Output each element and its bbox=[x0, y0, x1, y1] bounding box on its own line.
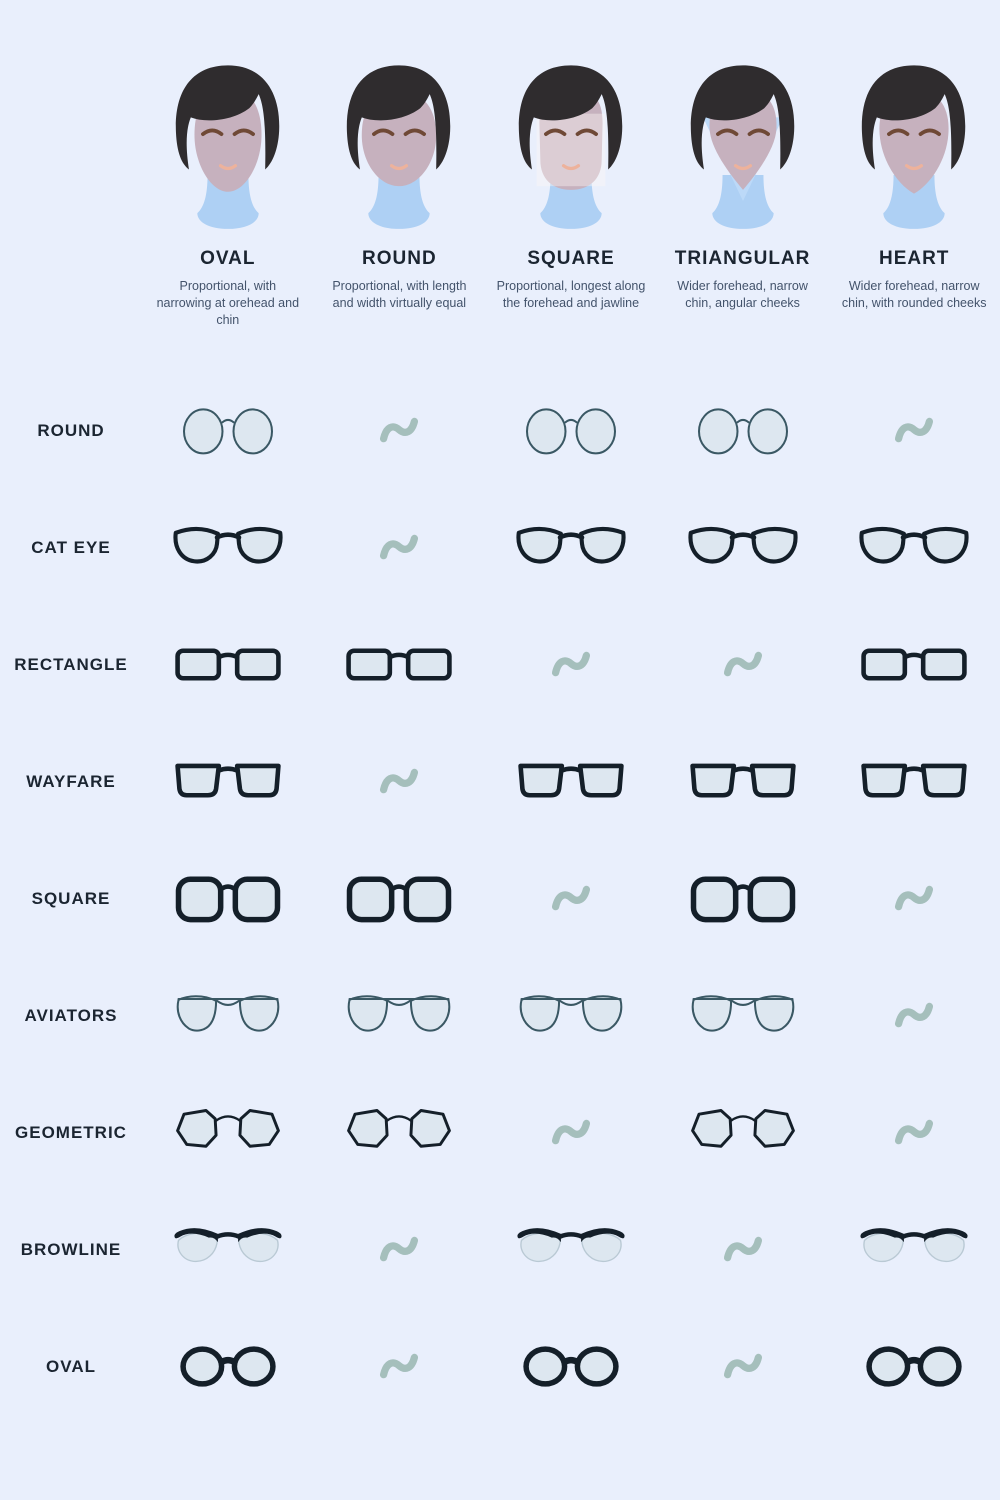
cell-geometric-heart bbox=[894, 1118, 934, 1147]
cell-geometric-square bbox=[551, 1118, 591, 1147]
face-shape-name: TRIANGULAR bbox=[674, 248, 811, 269]
wayfare-glasses-icon bbox=[859, 754, 969, 809]
cell-aviators-oval bbox=[173, 988, 283, 1043]
not-suitable-tilde-icon bbox=[894, 416, 934, 445]
cell-rectangle-triangular bbox=[723, 650, 763, 679]
cell-cat-eye-round bbox=[379, 533, 419, 562]
oval-glasses-icon bbox=[173, 1339, 283, 1394]
face-shape-name: SQUARE bbox=[527, 248, 615, 269]
cell-wayfare-oval bbox=[173, 754, 283, 809]
cell-geometric-round bbox=[344, 1105, 454, 1160]
cell-rectangle-square bbox=[551, 650, 591, 679]
face-shape-description: Wider forehead, narrow chin, with rounded cheeks bbox=[841, 279, 987, 310]
frame-style-label-oval: OVAL bbox=[46, 1356, 96, 1376]
oval-face-icon bbox=[149, 56, 307, 242]
oval-glasses-icon bbox=[516, 1339, 626, 1394]
not-suitable-tilde-icon bbox=[551, 1118, 591, 1147]
cell-cat-eye-heart bbox=[859, 520, 969, 575]
round-glasses-icon bbox=[516, 403, 626, 458]
geometric-glasses-icon bbox=[688, 1105, 798, 1160]
not-suitable-tilde-icon bbox=[894, 1001, 934, 1030]
rectangle-glasses-icon bbox=[173, 637, 283, 692]
browline-glasses-icon bbox=[516, 1222, 626, 1277]
not-suitable-tilde-icon bbox=[894, 1118, 934, 1147]
cat-eye-glasses-icon bbox=[516, 520, 626, 575]
face-shape-description: Proportional, longest along the forehead and jawline bbox=[496, 279, 646, 310]
wayfare-glasses-icon bbox=[688, 754, 798, 809]
square-glasses-icon bbox=[173, 871, 283, 926]
not-suitable-tilde-icon bbox=[894, 884, 934, 913]
cat-eye-glasses-icon bbox=[859, 520, 969, 575]
not-suitable-tilde-icon bbox=[379, 416, 419, 445]
cell-round-heart bbox=[894, 416, 934, 445]
aviators-glasses-icon bbox=[173, 988, 283, 1043]
cell-aviators-triangular bbox=[688, 988, 798, 1043]
face-shape-description: Proportional, with narrowing at orehead and chin bbox=[156, 279, 300, 327]
not-suitable-tilde-icon bbox=[723, 650, 763, 679]
not-suitable-tilde-icon bbox=[551, 650, 591, 679]
geometric-glasses-icon bbox=[173, 1105, 283, 1160]
round-face-icon bbox=[320, 56, 478, 242]
face-shape-name: HEART bbox=[878, 248, 950, 269]
frame-style-label-rectangle: RECTANGLE bbox=[14, 654, 128, 674]
cell-geometric-oval bbox=[173, 1105, 283, 1160]
heart-face-icon bbox=[835, 56, 993, 242]
not-suitable-tilde-icon bbox=[379, 1352, 419, 1381]
not-suitable-tilde-icon bbox=[379, 533, 419, 562]
not-suitable-tilde-icon bbox=[379, 1235, 419, 1264]
square-face-icon bbox=[492, 56, 650, 242]
aviators-glasses-icon bbox=[516, 988, 626, 1043]
face-shape-column-round bbox=[314, 56, 486, 329]
cell-square-heart bbox=[894, 884, 934, 913]
cat-eye-glasses-icon bbox=[173, 520, 283, 575]
cell-oval-oval bbox=[173, 1339, 283, 1394]
browline-glasses-icon bbox=[173, 1222, 283, 1277]
cell-square-square bbox=[551, 884, 591, 913]
cell-oval-heart bbox=[859, 1339, 969, 1394]
cell-round-oval bbox=[173, 403, 283, 458]
cell-cat-eye-oval bbox=[173, 520, 283, 575]
wayfare-glasses-icon bbox=[516, 754, 626, 809]
face-shape-description: Proportional, with length and width virtually equal bbox=[332, 279, 467, 310]
face-shapes-header bbox=[0, 56, 1000, 329]
cell-oval-triangular bbox=[723, 1352, 763, 1381]
not-suitable-tilde-icon bbox=[723, 1235, 763, 1264]
cell-round-round bbox=[379, 416, 419, 445]
geometric-glasses-icon bbox=[344, 1105, 454, 1160]
face-shape-description: Wider forehead, narrow chin, angular cheeks bbox=[677, 279, 808, 310]
frame-style-label-browline: BROWLINE bbox=[20, 1239, 122, 1259]
cell-geometric-triangular bbox=[688, 1105, 798, 1160]
oval-glasses-icon bbox=[859, 1339, 969, 1394]
cell-oval-round bbox=[379, 1352, 419, 1381]
not-suitable-tilde-icon bbox=[551, 884, 591, 913]
face-shape-name: ROUND bbox=[362, 248, 437, 269]
face-shape-column-triangular bbox=[657, 56, 829, 329]
wayfare-glasses-icon bbox=[173, 754, 283, 809]
frame-style-label-cat-eye: CAT EYE bbox=[31, 537, 111, 557]
browline-glasses-icon bbox=[859, 1222, 969, 1277]
cell-rectangle-heart bbox=[859, 637, 969, 692]
cell-aviators-square bbox=[516, 988, 626, 1043]
not-suitable-tilde-icon bbox=[379, 767, 419, 796]
face-shape-column-square bbox=[485, 56, 657, 329]
cell-rectangle-oval bbox=[173, 637, 283, 692]
cell-round-square bbox=[516, 403, 626, 458]
face-shape-column-oval bbox=[142, 56, 314, 329]
cat-eye-glasses-icon bbox=[688, 520, 798, 575]
cell-square-triangular bbox=[688, 871, 798, 926]
round-glasses-icon bbox=[688, 403, 798, 458]
face-shape-name: OVAL bbox=[200, 248, 256, 269]
round-glasses-icon bbox=[173, 403, 283, 458]
square-glasses-icon bbox=[688, 871, 798, 926]
cell-wayfare-round bbox=[379, 767, 419, 796]
cell-cat-eye-triangular bbox=[688, 520, 798, 575]
cell-oval-square bbox=[516, 1339, 626, 1394]
square-glasses-icon bbox=[344, 871, 454, 926]
face-shape-column-heart bbox=[828, 56, 1000, 329]
cell-square-oval bbox=[173, 871, 283, 926]
cell-wayfare-square bbox=[516, 754, 626, 809]
frame-style-label-square: SQUARE bbox=[31, 888, 111, 908]
cell-rectangle-round bbox=[344, 637, 454, 692]
cell-browline-heart bbox=[859, 1222, 969, 1277]
aviators-glasses-icon bbox=[688, 988, 798, 1043]
cell-wayfare-heart bbox=[859, 754, 969, 809]
frame-style-label-geometric: GEOMETRIC bbox=[15, 1122, 127, 1142]
cell-browline-oval bbox=[173, 1222, 283, 1277]
cell-browline-square bbox=[516, 1222, 626, 1277]
cell-cat-eye-square bbox=[516, 520, 626, 575]
cell-browline-triangular bbox=[723, 1235, 763, 1264]
cell-aviators-heart bbox=[894, 1001, 934, 1030]
rectangle-glasses-icon bbox=[344, 637, 454, 692]
rectangle-glasses-icon bbox=[859, 637, 969, 692]
suitability-matrix bbox=[0, 372, 1000, 1425]
cell-browline-round bbox=[379, 1235, 419, 1264]
cell-square-round bbox=[344, 871, 454, 926]
frame-style-label-aviators: AVIATORS bbox=[24, 1005, 118, 1025]
cell-round-triangular bbox=[688, 403, 798, 458]
frame-style-label-wayfare: WAYFARE bbox=[26, 771, 116, 791]
not-suitable-tilde-icon bbox=[723, 1352, 763, 1381]
cell-aviators-round bbox=[344, 988, 454, 1043]
frame-style-label-round: ROUND bbox=[37, 420, 105, 440]
header-spacer bbox=[0, 56, 142, 329]
cell-wayfare-triangular bbox=[688, 754, 798, 809]
triangular-face-icon bbox=[664, 56, 822, 242]
aviators-glasses-icon bbox=[344, 988, 454, 1043]
